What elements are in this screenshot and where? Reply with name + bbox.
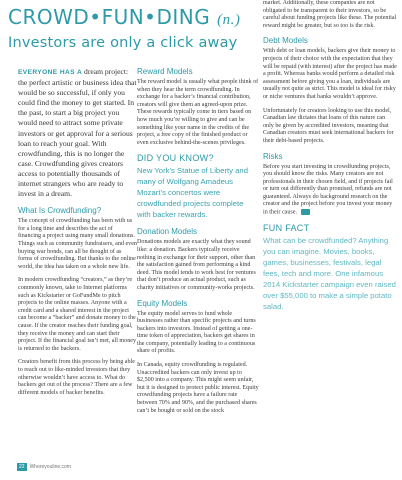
title-word: CROWD•FUN•DING: [8, 5, 211, 29]
page-number: 22: [19, 464, 25, 470]
column-3: [263, 0, 397, 312]
column-2: [137, 65, 259, 421]
column-1: [18, 67, 137, 403]
paragraph: market. Additionally, these companies are not obligated to be transparent to their investors, so be careful about funding projects like these. The potential reward might be greater, but so too is the risk.: [263, 0, 397, 29]
did-you-know-heading: DID YOU KNOW?: [137, 153, 214, 164]
paragraph: With debt or loan models, backers give their money to projects of their choice with the expectation that they will be repaid (with interest) after the project has made a profit. Whereas banks would perform a detailed risk assessment before giving you a loan, individuals are usually not quite as strict. This model is ideal for risky or niche ventures that banks wouldn’t approve.: [263, 48, 397, 100]
paragraph: Creators benefit from this process by being able to reach out to like-minded investors that they otherwise wouldn’t have access to. What do backers get out of the process? There are a few different models of backer benefits.: [18, 359, 135, 396]
paragraph: The reward model is usually what people think of when they hear the term crowdfunding. In exchange for a backer’s financial contribution, creators will give them an agreed-upon prize. These rewards typically come in tiers based on how much you’re willing to give and can be something like your name in the credits of the project, a free copy of the finished product or even exclusive behind-the-scenes privileges.: [137, 79, 259, 146]
paragraph: The concept of crowdfunding has been with us for a long time and describes the act of financing a project using many small donations. Things such as community fundraisers, and even buying war bonds, can all be thought of as forms of crowdfunding. But thanks to the online world, the idea has taken on a whole new life.: [18, 218, 137, 270]
fun-fact-text: What can be crowdfunded? Anything you can imagine. Movies, books, games, businesses, festivals, legal fees, tech and more. One infamous 2014 Kickstarter campaign even raised over $55,000 to make a simple potato salad.: [263, 236, 396, 312]
paragraph: In modern crowdfunding “creators,” as they’re commonly known, take to Internet platforms such as Kickstarter or GoFundMe to pitch projects to the online masses. Anyone with a credit card and a shared interest in the project can become a “backer” and donate money to the cause. If the creator reaches their funding goal, they receive the money and can start their project. If the financial goal isn’t met, all money is returned to the backers.: [18, 277, 137, 352]
fun-fact-heading: FUN FACT: [263, 223, 310, 234]
heading-what-is-crowdfunding: What Is Crowdfunding?: [18, 206, 102, 216]
article-title: [8, 4, 270, 33]
heading-equity-models: Equity Models: [137, 298, 188, 308]
risks-text: Before you start investing in crowdfunding projects, you should know the risks. Many creators are not professionals in their chosen field, and if projects fail or turn out differently than promised, refunds are not guaranteed. Always do background research on the creator and the project before you invest your money in their cause.: [263, 163, 393, 216]
end-mark-icon: [301, 209, 310, 215]
title-definition: (n.): [217, 12, 241, 28]
heading-debt-models: Debt Models: [263, 36, 308, 46]
heading-donation-models: Donation Models: [137, 227, 198, 237]
paragraph: The equity model serves to fund whole businesses rather than specific projects and turns backers into investors. Instead of getting a one-time token of appreciation, backers get shares in the company, potentially leading to a continuous share of profits.: [137, 310, 256, 355]
lead-text: dream project: the perfect artistic or business idea that would be so successful, if only you could find the money to get started. In the past, to start a big project you would need to attract some private investors or get approval for a serious loan to reach your goal. With crowdfunding, this is no longer the case. Crowdfunding gives creators access to potentially thousands of internet strangers who are ready to invest in a dream.: [18, 67, 137, 199]
heading-risks: Risks: [263, 151, 283, 161]
page-folio: [17, 463, 71, 471]
article-subtitle: Investors are only a click away: [8, 35, 238, 51]
paragraph: In Canada, equity crowdfunding is regulated. Unaccredited backers can only invest up to $2,500 into a company. This might seem unfair, but it is designed to protect public interest. Equity crowdfunding projects have a failure rate between 70% and 90%, and the purchased shares can’t be bought or sold on the stock: [137, 362, 259, 414]
paragraph: [263, 164, 397, 218]
article-header: [8, 4, 270, 52]
paragraph: Donations models are exactly what they sound like: a donation. Backers typically receive nothing in exchange for their support, other than the satisfaction gained from performing a kind deed. This model tends to work best for ventures that don’t produce an actual product, such as charity initiatives or community-works projects.: [137, 239, 256, 291]
did-you-know-text: New York’s Statue of Liberty and many of Wolfgang Amadeus Mozart’s concertos were crowdfunded projects complete with backer rewards.: [137, 166, 248, 220]
lead-caps: EVERYONE HAS A: [18, 69, 83, 76]
paragraph: Unfortunately for creators looking to use this model, Canadian law dictates that loans of this nature can only be given by accredited investors, meaning that Canadian creators must seek international backers for their debt-based projects.: [263, 107, 394, 144]
heading-reward-models: Reward Models: [137, 67, 193, 76]
publication-name: Whereyouline.com: [29, 464, 71, 470]
lead-paragraph: [18, 67, 137, 199]
